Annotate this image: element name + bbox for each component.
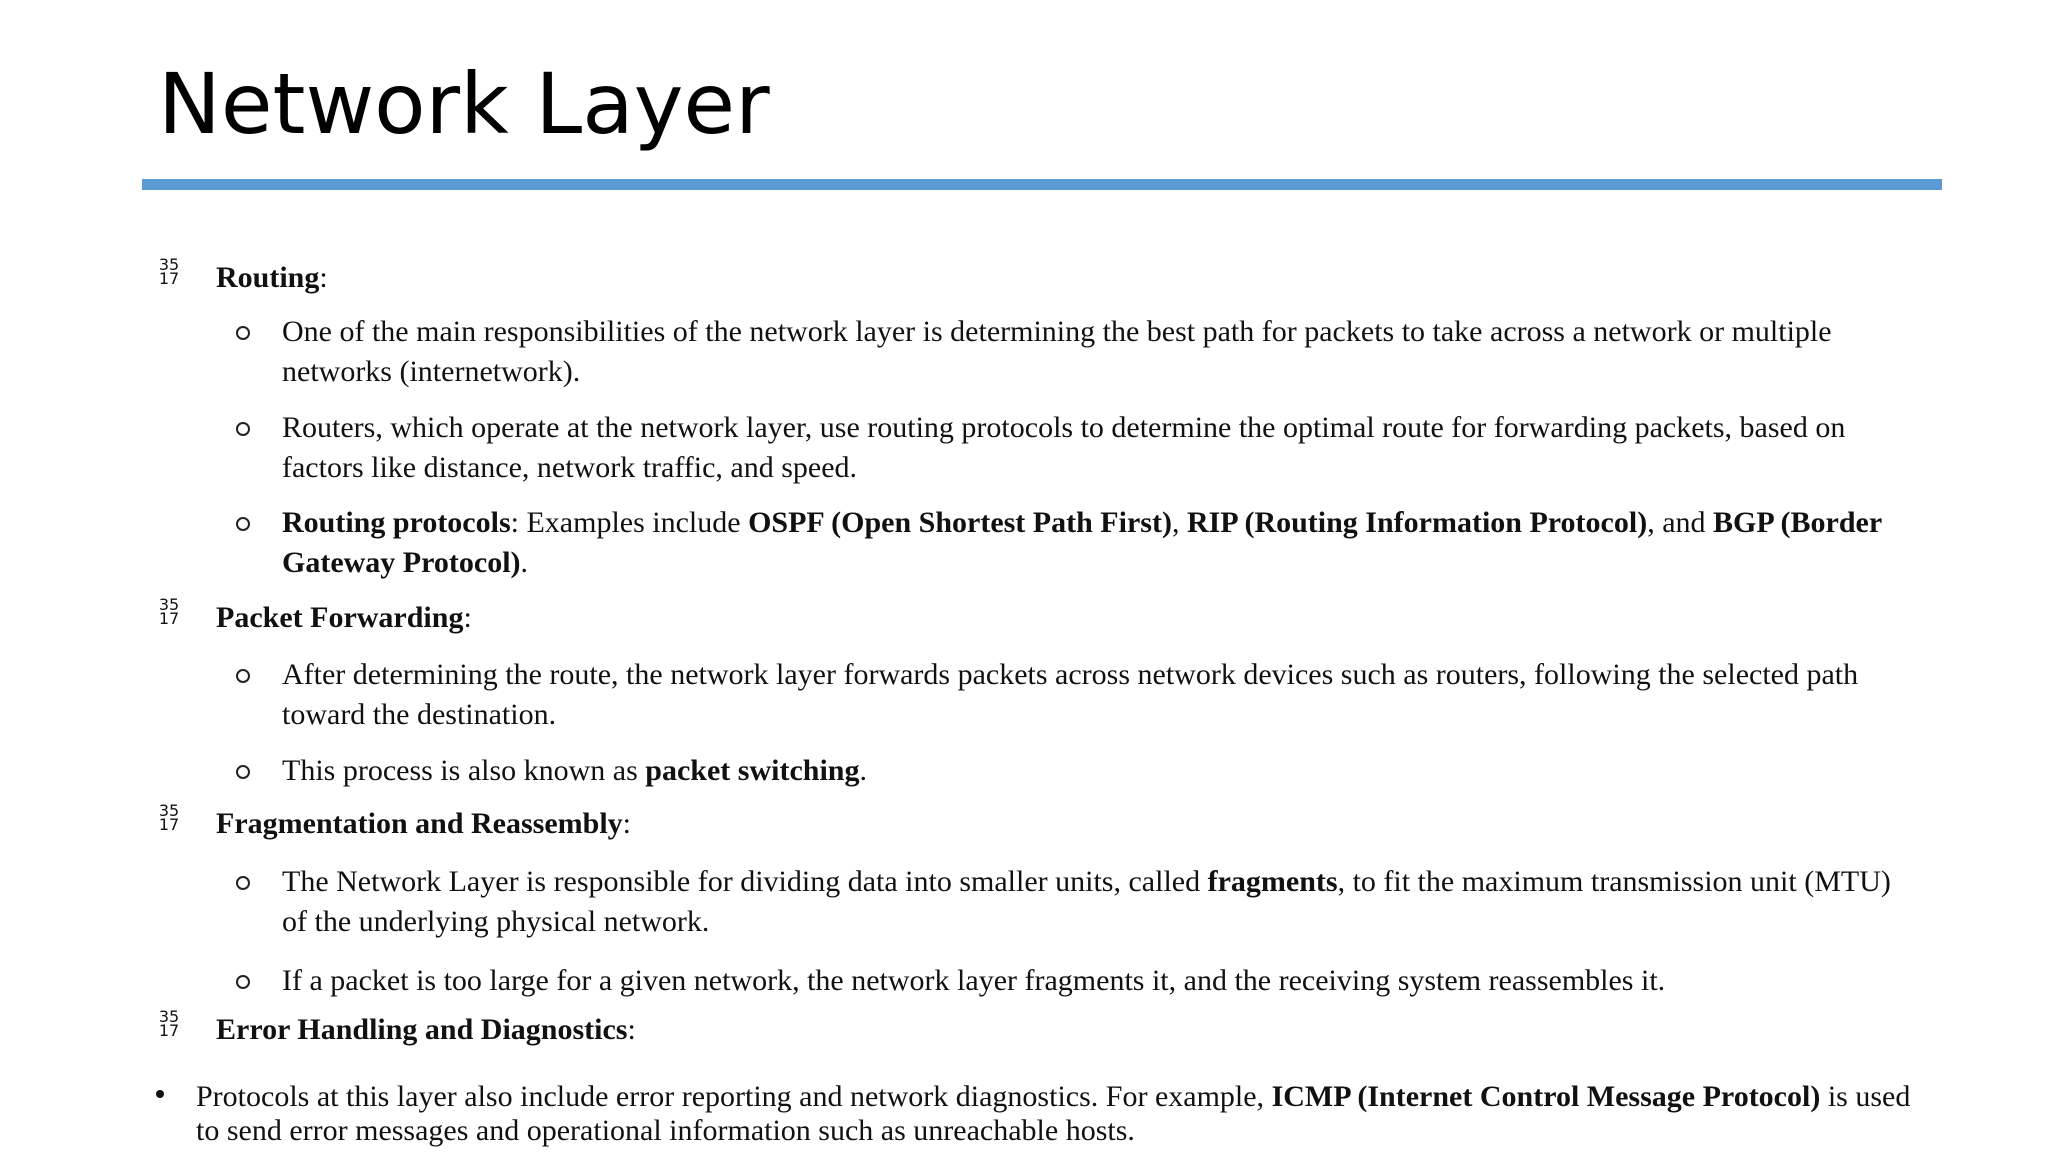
section-heading-label: Error Handling and Diagnostics — [216, 1013, 628, 1046]
text-run: , to fit the maximum transmission unit (MTU) of the underlying physical network. — [282, 865, 1891, 938]
section-heading-suffix: : — [627, 1013, 636, 1046]
sub-bullet-text — [282, 751, 1922, 791]
slide-title: Network Layer — [158, 55, 770, 153]
section-heading-label: Packet Forwarding — [216, 601, 464, 634]
hollow-circle-bullet-icon — [236, 975, 250, 989]
hollow-circle-bullet-icon — [236, 422, 250, 436]
text-run: The Network Layer is responsible for dividing data into smaller units, called — [282, 865, 1208, 898]
section-heading-label: Routing — [216, 261, 320, 294]
section-heading — [216, 1010, 636, 1050]
sub-bullet-text — [282, 655, 1922, 735]
sub-bullet-text — [282, 862, 1922, 942]
text-run: . — [859, 754, 867, 787]
hollow-circle-bullet-icon — [236, 326, 250, 340]
bullet-glyph-icon: 35 17 — [158, 255, 180, 288]
bullet-glyph-icon: 35 17 — [158, 595, 180, 628]
title-divider — [142, 179, 1942, 190]
bold-text-run: packet switching — [645, 754, 860, 787]
hollow-circle-bullet-icon — [236, 517, 250, 531]
closing-bullet-text — [196, 1080, 1916, 1148]
section-heading — [216, 598, 472, 638]
bullet-glyph-icon: 35 17 — [158, 1007, 180, 1040]
text-run: Protocols at this layer also include error reporting and network diagnostics. For example, — [196, 1080, 1272, 1113]
section-heading-suffix: : — [463, 601, 472, 634]
text-run: This process is also known as — [282, 754, 646, 787]
hollow-circle-bullet-icon — [236, 876, 250, 890]
bold-text-run: RIP (Routing Information Protocol) — [1186, 506, 1648, 539]
sub-bullet-text — [282, 503, 1922, 583]
text-run: , and — [1647, 506, 1714, 539]
text-run: . — [520, 546, 529, 579]
hollow-circle-bullet-icon — [236, 765, 250, 779]
hollow-circle-bullet-icon — [236, 669, 250, 683]
sub-bullet-text — [282, 312, 1922, 392]
section-heading — [216, 804, 631, 844]
text-run: If a packet is too large for a given network, the network layer fragments it, and the receiving system reassembles it. — [282, 964, 1666, 997]
section-heading — [216, 258, 328, 298]
text-run: is used to send error messages and operational information such as unreachable hosts. — [196, 1080, 1911, 1147]
bullet-glyph-icon: 35 17 — [158, 801, 180, 834]
section-heading-suffix: : — [622, 807, 631, 840]
text-run: : Examples include — [510, 506, 749, 539]
sub-bullet-text — [282, 408, 1922, 488]
bold-text-run: fragments — [1207, 865, 1338, 898]
sub-bullet-text — [282, 961, 1922, 1001]
bold-text-run: Routing protocols — [282, 506, 511, 539]
text-run: Routers, which operate at the network layer, use routing protocols to determine the optimal route for forwarding packets, based on factors like distance, network traffic, and speed. — [282, 411, 1846, 484]
bold-text-run: OSPF (Open Shortest Path First) — [748, 506, 1172, 539]
text-run: After determining the route, the network layer forwards packets across network devices such as routers, following the selected path toward the destination. — [282, 658, 1859, 731]
text-run: One of the main responsibilities of the network layer is determining the best path for packets to take across a network or multiple networks (internetwork). — [282, 315, 1832, 388]
text-run: , — [1171, 506, 1187, 539]
section-heading-label: Fragmentation and Reassembly — [216, 807, 623, 840]
round-bullet-icon — [156, 1090, 164, 1098]
bold-text-run: BGP (Border Gateway Protocol) — [282, 506, 1882, 579]
bold-text-run: ICMP (Internet Control Message Protocol) — [1271, 1080, 1821, 1113]
section-heading-suffix: : — [319, 261, 328, 294]
